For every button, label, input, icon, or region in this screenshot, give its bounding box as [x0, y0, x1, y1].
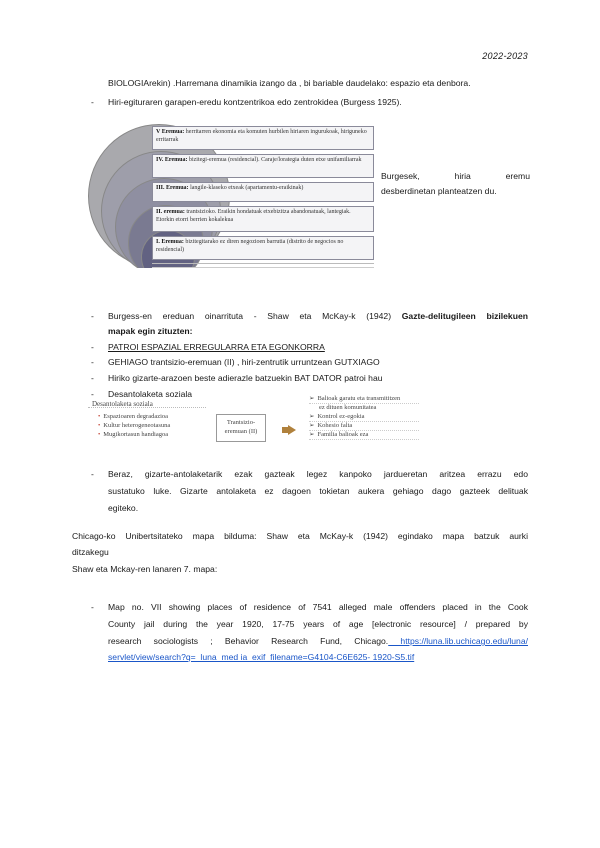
map-link[interactable]: servlet/view/search?q=_luna_med ia_exif_filename=G4104-C6E625- 1920-S5.tif	[108, 652, 415, 662]
map-link[interactable]: https://luna.lib.uchicago.edu/luna/	[388, 636, 528, 646]
bullet-dash: -	[91, 311, 94, 321]
paragraph-line: Beraz, gizarte-antolaketarik ezak gazteak legez kanpoko jardueretan aritzea errazu edo	[108, 469, 528, 479]
paragraph-line: Map no. VII showing places of residence of 7541 alleged male offenders placed in the Cook	[108, 602, 528, 612]
zone-box-iii	[152, 182, 374, 202]
bullet-spatial-pattern: PATROI ESPAZIAL ERREGULARRA ETA EGONKORRA	[108, 342, 325, 352]
paragraph-line-with-link	[108, 635, 528, 648]
diagram-left-item: • Mugikortasun handiagoa	[98, 431, 169, 438]
zone-text: trantsizioko. Eraikin hondatuak etxebizitza abandonatuak, lantegiak. Etorkin etorri berrien kokalekua	[156, 209, 351, 223]
zone-text: langile-klaseko etxeak (apartamentu-eraikinak)	[190, 185, 304, 191]
paragraph-line: sustatuko luke. Gizarte antolaketa ez dagoen tokietan aukera gehiago dago gazteek delituak	[108, 486, 528, 496]
bullet-dash: -	[91, 389, 94, 399]
diagram-right-item: ez dituen komunitatea	[319, 404, 377, 411]
bullet-social-indicators: Hiriko gizarte-arazoen beste adierazle batzuekin BAT DATOR patroi hau	[108, 373, 383, 383]
concentric-zones-diagram	[88, 122, 368, 268]
bullet-continuation: mapak egin zituzten:	[108, 326, 193, 336]
bullet-burgess-model: Hiri-egituraren garapen-eredu kontzentrikoa edo zentrokidea (Burgess 1925).	[108, 97, 402, 107]
diagram-title: Desantolaketa soziala	[92, 400, 153, 408]
figure1-caption-line: Burgesek, hiria eremu	[381, 171, 530, 181]
zone-label: IV. Eremua:	[156, 157, 188, 163]
transition-box-line: eremuan (II)	[224, 428, 258, 435]
paragraph-line: BIOLOGIArekin) .Harremana dinamikia izango da , bi bariable daudelako: espazio eta denbora.	[108, 78, 471, 88]
diagram-right-item: ➢ Kohesio falta	[309, 422, 353, 429]
transition-zone-box	[216, 414, 266, 442]
zone-label: II. eremua:	[156, 209, 185, 215]
social-disorganization-diagram	[88, 395, 428, 451]
paragraph-line: Shaw eta Mckay-ren lanaren 7. mapa:	[72, 564, 218, 574]
zone-box-i	[152, 236, 374, 260]
bullet-transition-zone: GEHIAGO trantsizio-eremuan (II) , hiri-zentrutik urruntzean GUTXIAGO	[108, 357, 380, 367]
paragraph-line: ditzakegu	[72, 547, 109, 557]
bullet-shaw-mckay	[108, 310, 528, 323]
zone-box-v	[152, 126, 374, 150]
paragraph-line: County jail during the year 1920, 17-75 years of age [electronic resource] / prepared by	[108, 619, 528, 629]
diagram-right-item: ➢ Kontrol ez-egokia	[309, 413, 365, 420]
transition-box-line: Trantsizio-	[226, 419, 256, 426]
zone-box-iv	[152, 154, 374, 178]
diagram-left-item: • Kultur heterogeneotasuna	[98, 422, 171, 429]
zone-text: bizitegitarako ez diren negozioen barrutia (distrito de negocios no residencial)	[156, 239, 344, 253]
zone-text: bizitegi-eremua (residencial). Caraje/lorategia duten etxe unifamiliarrak	[188, 157, 362, 163]
paragraph-line: Chicago-ko Unibertsitateko mapa bilduma: Shaw eta McKay-k (1942) egindako mapa batzuk aurki	[72, 531, 528, 541]
bullet-text: Burgess-en ereduan oinarrituta - Shaw eta McKay-k (1942)	[108, 311, 402, 321]
bullet-dash: -	[91, 602, 94, 612]
bullet-dash: -	[91, 97, 94, 107]
bullet-social-disorganization: Desantolaketa soziala	[108, 389, 193, 399]
bullet-bold-text: Gazte-delitugileen bizilekuen	[401, 311, 528, 321]
zone-label: III. Eremua:	[156, 185, 189, 191]
bullet-dash: -	[91, 373, 94, 383]
bullet-dash: -	[91, 357, 94, 367]
zone-label: I. Eremua:	[156, 239, 184, 245]
paragraph-line: egiteko.	[108, 503, 139, 513]
paragraph-text: research sociologists ; Behavior Research Fund, Chicago.	[108, 636, 389, 646]
zone-label: V Eremua:	[156, 129, 185, 135]
bullet-dash: -	[91, 342, 94, 352]
map-link-continuation	[108, 651, 414, 664]
diagram-left-item: • Espazioaren degradazioa	[98, 413, 169, 420]
figure1-caption-line: desberdinetan planteatzen du.	[381, 186, 497, 196]
bullet-dash: -	[91, 469, 94, 479]
diagram-right-item: ➢ Balioak garatu eta transmititzen	[309, 395, 401, 402]
arrow-right-icon	[288, 425, 296, 435]
zone-text: herritarren ekonomia eta komuten hurbilen hiriaren ingurukoak, hiriguneko erritarrak	[156, 129, 367, 143]
diagram-right-item: ➢ Familia balioak eza	[309, 431, 369, 438]
zone-box-ii	[152, 206, 374, 232]
document-year: 2022-2023	[482, 51, 528, 61]
